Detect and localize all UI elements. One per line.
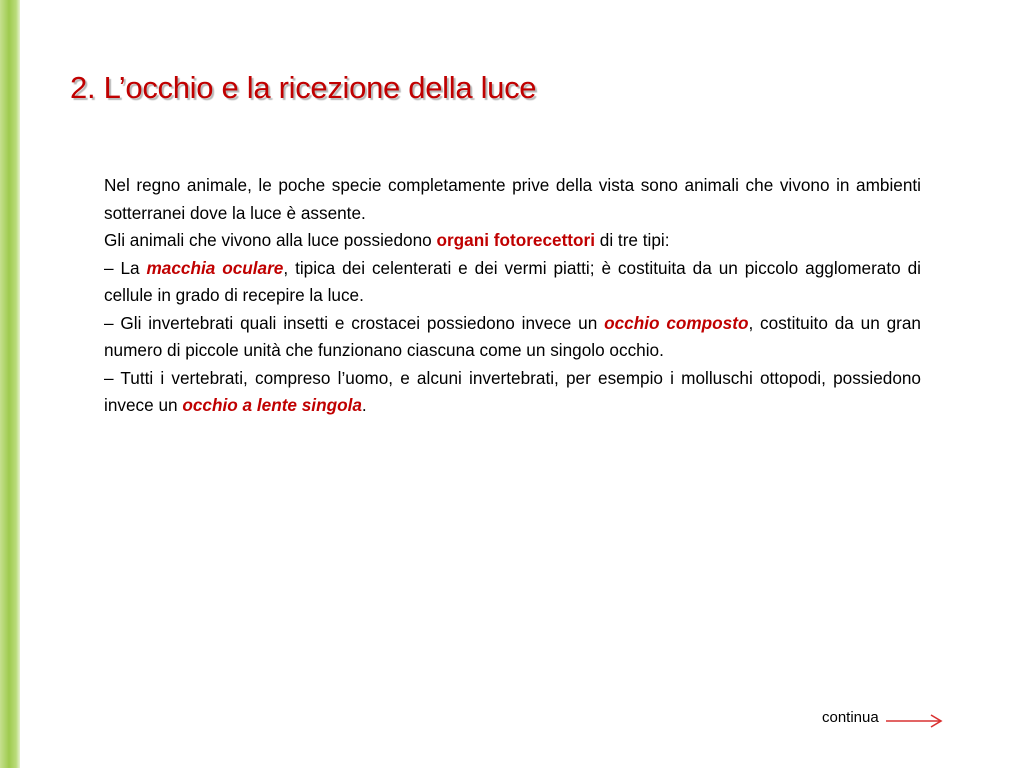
highlight-organi-fotorecettori: organi fotorecettori	[436, 230, 595, 250]
left-accent-bar	[0, 0, 20, 768]
paragraph-macchia-oculare	[104, 255, 921, 310]
arrow-right-icon	[885, 714, 943, 728]
slide-title: 2. L’occhio e la ricezione della luce	[70, 70, 537, 105]
text-segment: , costituito da un gran numero di piccole unità che funzionano ciascuna come un singolo occhio.	[104, 312, 921, 360]
paragraph-intro: Nel regno animale, le poche specie completamente prive della vista sono animali che vivono in ambienti sotterranei dove la luce è assente.	[104, 175, 921, 223]
text-segment: Gli animali che vivono alla luce possiedono	[104, 230, 437, 250]
text-segment: , tipica dei celenterati e dei vermi piatti; è costituita da un piccolo agglomerato di cellule in grado di recepire la luce.	[104, 257, 921, 305]
paragraph-photoreceptors	[104, 227, 921, 255]
slide-body	[104, 172, 921, 420]
text-segment: .	[361, 395, 367, 415]
highlight-occhio-lente-singola: occhio a lente singola	[182, 395, 362, 415]
paragraph-occhio-composto	[104, 310, 921, 365]
highlight-occhio-composto: occhio composto	[604, 312, 749, 333]
continua-label: continua	[822, 708, 879, 726]
text-segment: – Tutti i vertebrati, compreso l’uomo, e alcuni invertebrati, per esempio i molluschi ottopodi, possiedono invece un	[104, 367, 921, 415]
text-segment: di tre tipi:	[595, 230, 670, 250]
text-segment: – Gli invertebrati quali insetti e crostacei possiedono invece un	[104, 312, 605, 333]
text-segment: – La	[104, 257, 147, 278]
continua-link[interactable]	[822, 706, 943, 728]
highlight-macchia-oculare: macchia oculare	[146, 257, 284, 278]
paragraph-occhio-lente-singola	[104, 365, 921, 420]
